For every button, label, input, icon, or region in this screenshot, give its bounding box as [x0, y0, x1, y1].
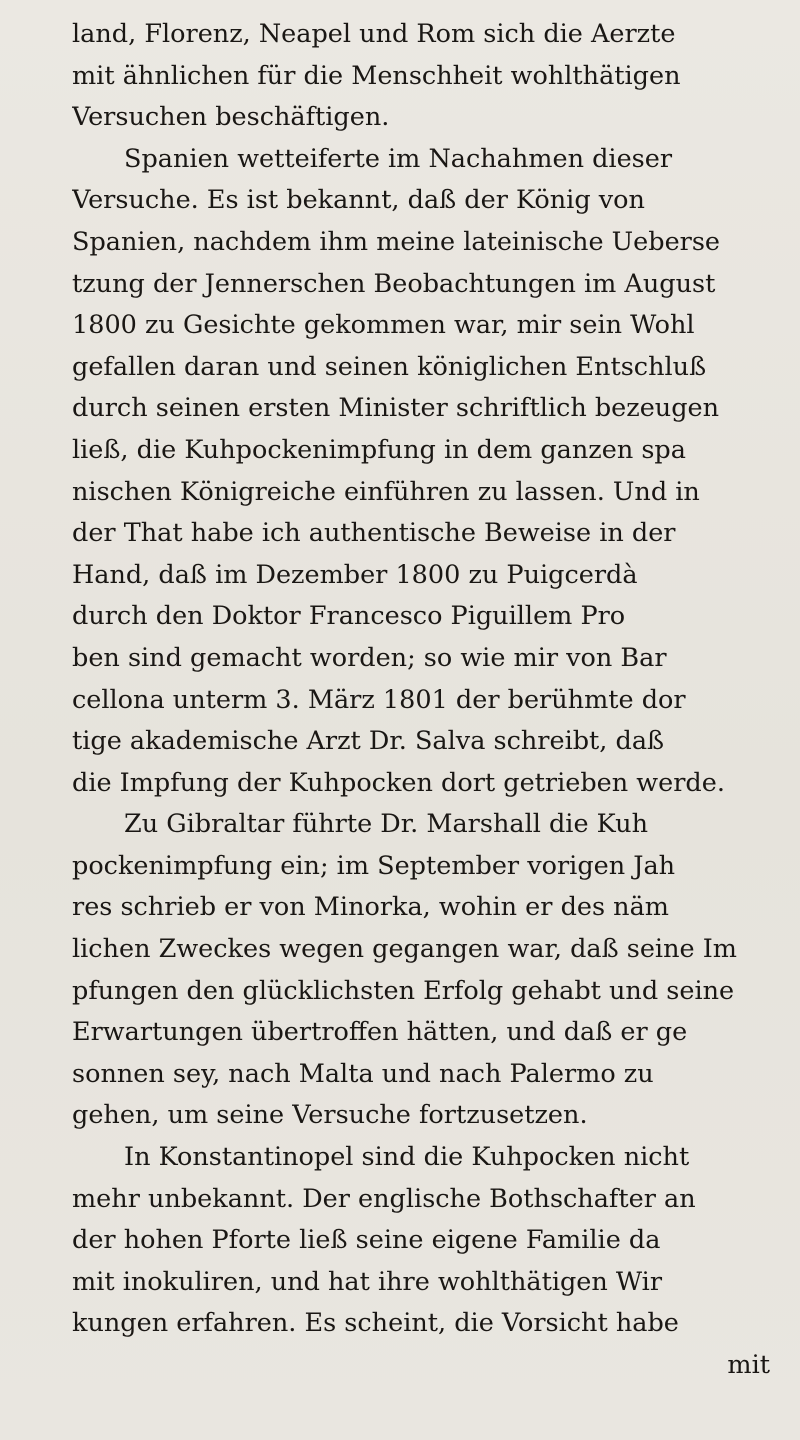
text-line: mehr unbekannt. Der englische Bothschafter an	[72, 1183, 696, 1214]
text-line: Zu Gibraltar führte Dr. Marshall die Kuh	[124, 809, 648, 840]
text-line: gefallen daran und seinen königlichen Entschluß	[72, 351, 707, 382]
text-line: durch den Doktor Francesco Piguillem Pro	[72, 601, 626, 632]
text-line: der That habe ich authentische Beweise in der	[72, 518, 676, 549]
text-line: gehen, um seine Versuche fortzusetzen.	[72, 1100, 588, 1131]
catchword: mit	[727, 1350, 770, 1380]
text-line: Hand, daß im Dezember 1800 zu Puigcerdà	[72, 559, 638, 590]
text-line: In Konstantinopel sind die Kuhpocken nicht	[124, 1142, 690, 1173]
text-line: pfungen den glücklichsten Erfolg gehabt und seine	[72, 975, 735, 1006]
text-line: 1800 zu Gesichte gekommen war, mir sein Wohl	[72, 310, 695, 341]
text-line: tzung der Jennerschen Beobachtungen im August	[72, 268, 716, 299]
text-line: Erwartungen übertroffen hätten, und daß er ge	[72, 1017, 688, 1048]
text-line: land, Florenz, Neapel und Rom sich die Aerzte	[72, 19, 676, 49]
text-line: lichen Zweckes wegen gegangen war, daß seine Im	[72, 934, 737, 965]
text-line: ließ, die Kuhpockenimpfung in dem ganzen spa	[72, 434, 686, 465]
text-line: die Impfung der Kuhpocken dort getrieben werde.	[72, 767, 725, 798]
text-line: ben sind gemacht worden; so wie mir von Bar	[72, 642, 667, 673]
text-line: Versuchen beschäftigen.	[72, 102, 390, 133]
page-text	[72, 14, 782, 1387]
text-line: der hohen Pforte ließ seine eigene Familie da	[72, 1225, 661, 1256]
text-line: Versuche. Es ist bekannt, daß der König von	[72, 185, 645, 216]
text-line: res schrieb er von Minorka, wohin er des näm	[72, 892, 669, 923]
text-line: sonnen sey, nach Malta und nach Palermo zu	[72, 1058, 654, 1089]
text-line: nischen Königreiche einführen zu lassen. Und in	[72, 476, 700, 507]
text-line: mit ähnlichen für die Menschheit wohlthätigen	[72, 60, 681, 91]
text-line: cellona unterm 3. März 1801 der berühmte dor	[72, 684, 686, 715]
text-line: pockenimpfung ein; im September vorigen Jah	[72, 850, 676, 881]
text-line: durch seinen ersten Minister schriftlich bezeugen	[72, 393, 720, 424]
text-line: tige akademische Arzt Dr. Salva schreibt, daß	[72, 726, 665, 757]
text-line: kungen erfahren. Es scheint, die Vorsicht habe	[72, 1308, 679, 1339]
text-line: Spanien, nachdem ihm meine lateinische Ueberse	[72, 226, 721, 257]
text-line: Spanien wetteiferte im Nachahmen dieser	[124, 143, 673, 174]
text-line: mit inokuliren, und hat ihre wohlthätigen Wir	[72, 1266, 663, 1297]
